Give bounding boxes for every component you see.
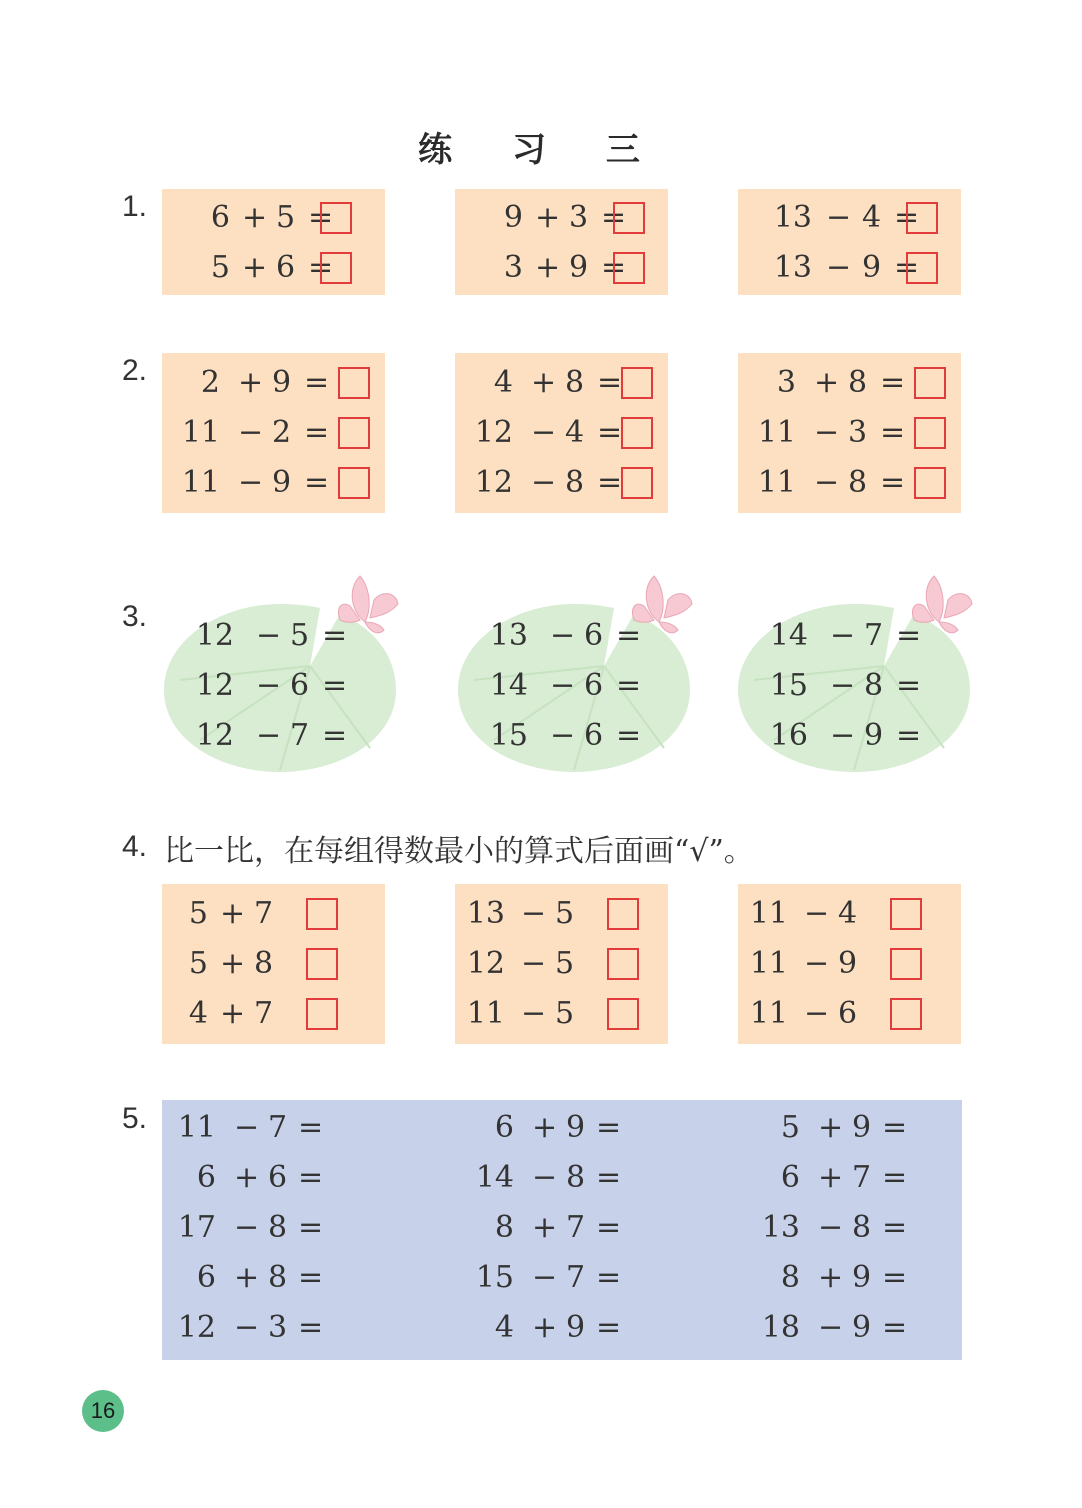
equals-sign: = bbox=[616, 668, 642, 703]
operand-b: 5 bbox=[290, 618, 310, 653]
equation-row bbox=[760, 248, 980, 288]
operand-a: 11 bbox=[757, 465, 796, 500]
operand-a: 11 bbox=[749, 946, 788, 981]
question-4-instruction: 比一比，在每组得数最小的算式后面画“√”。 bbox=[164, 834, 754, 869]
operand-b: 8 bbox=[565, 465, 585, 500]
equation-row bbox=[184, 248, 404, 288]
equals-sign: = bbox=[597, 365, 623, 400]
operator: + bbox=[535, 250, 561, 285]
operand-a: 5 bbox=[780, 1110, 800, 1145]
operand-a: 11 bbox=[181, 415, 220, 450]
operator: − bbox=[256, 618, 282, 653]
operator: − bbox=[804, 996, 830, 1031]
equals-sign: = bbox=[880, 415, 906, 450]
operator: − bbox=[830, 718, 856, 753]
equation-row bbox=[454, 716, 684, 756]
operand-a: 12 bbox=[474, 465, 513, 500]
operand-b: 3 bbox=[268, 1310, 288, 1345]
operand-a: 15 bbox=[475, 1260, 514, 1295]
tick-box[interactable] bbox=[306, 898, 338, 930]
operator: − bbox=[531, 465, 557, 500]
operand-a: 13 bbox=[773, 200, 812, 235]
operator: − bbox=[531, 415, 557, 450]
operator: + bbox=[532, 1110, 558, 1145]
equation-row bbox=[162, 1208, 382, 1248]
operand-a: 13 bbox=[466, 896, 505, 931]
operator: − bbox=[521, 896, 547, 931]
answer-box[interactable] bbox=[338, 367, 370, 399]
operand-a: 11 bbox=[177, 1110, 216, 1145]
equals-sign: = bbox=[322, 718, 348, 753]
operand-a: 5 bbox=[188, 946, 208, 981]
operator: − bbox=[830, 618, 856, 653]
operand-b: 9 bbox=[864, 718, 884, 753]
equation-row bbox=[746, 1208, 966, 1248]
answer-box[interactable] bbox=[914, 467, 946, 499]
operand-b: 9 bbox=[272, 365, 292, 400]
operator: − bbox=[804, 946, 830, 981]
operator: − bbox=[521, 996, 547, 1031]
operand-b: 3 bbox=[848, 415, 868, 450]
operand-a: 5 bbox=[188, 896, 208, 931]
exercise-box bbox=[738, 353, 961, 513]
operator: + bbox=[242, 200, 268, 235]
equals-sign: = bbox=[596, 1110, 622, 1145]
operand-b: 8 bbox=[848, 465, 868, 500]
equals-sign: = bbox=[616, 618, 642, 653]
operand-b: 5 bbox=[276, 200, 296, 235]
equals-sign: = bbox=[308, 200, 334, 235]
operator: + bbox=[220, 996, 246, 1031]
operand-b: 4 bbox=[565, 415, 585, 450]
operator: − bbox=[234, 1310, 260, 1345]
question-4-number: 4. bbox=[122, 830, 148, 863]
operand-a: 8 bbox=[780, 1260, 800, 1295]
operand-a: 4 bbox=[493, 365, 513, 400]
lotus-leaf-pad bbox=[734, 570, 974, 775]
operand-a: 6 bbox=[780, 1160, 800, 1195]
operator: − bbox=[826, 200, 852, 235]
operand-a: 6 bbox=[196, 1160, 216, 1195]
operand-b: 7 bbox=[254, 896, 274, 931]
equals-sign: = bbox=[298, 1110, 324, 1145]
equals-sign: = bbox=[616, 718, 642, 753]
operator: − bbox=[256, 718, 282, 753]
operator: − bbox=[234, 1110, 260, 1145]
operand-b: 8 bbox=[566, 1160, 586, 1195]
equals-sign: = bbox=[894, 250, 920, 285]
operand-a: 4 bbox=[494, 1310, 514, 1345]
equals-sign: = bbox=[597, 465, 623, 500]
operand-a: 11 bbox=[749, 896, 788, 931]
operand-a: 11 bbox=[757, 415, 796, 450]
operand-a: 17 bbox=[177, 1210, 216, 1245]
equals-sign: = bbox=[882, 1260, 908, 1295]
equals-sign: = bbox=[304, 415, 330, 450]
operand-b: 8 bbox=[864, 668, 884, 703]
tick-box[interactable] bbox=[607, 948, 639, 980]
equals-sign: = bbox=[601, 200, 627, 235]
operand-b: 6 bbox=[584, 618, 604, 653]
lotus-leaf-pad bbox=[160, 570, 400, 775]
operator: + bbox=[532, 1310, 558, 1345]
lotus-leaf-pad bbox=[454, 570, 694, 775]
operand-b: 9 bbox=[838, 946, 858, 981]
equation-row bbox=[460, 1208, 680, 1248]
exercise-box bbox=[738, 884, 961, 1044]
equals-sign: = bbox=[882, 1310, 908, 1345]
answer-box[interactable] bbox=[621, 367, 653, 399]
operand-a: 11 bbox=[181, 465, 220, 500]
operator: + bbox=[818, 1110, 844, 1145]
operator: + bbox=[220, 896, 246, 931]
operator: − bbox=[550, 718, 576, 753]
equation-row bbox=[162, 1158, 382, 1198]
answer-box[interactable] bbox=[906, 202, 938, 234]
operand-b: 6 bbox=[584, 668, 604, 703]
operator: + bbox=[234, 1160, 260, 1195]
operator: − bbox=[521, 946, 547, 981]
operand-a: 3 bbox=[776, 365, 796, 400]
tick-box[interactable] bbox=[607, 898, 639, 930]
operand-a: 8 bbox=[494, 1210, 514, 1245]
operand-a: 3 bbox=[503, 250, 523, 285]
question-2-number: 2. bbox=[122, 354, 148, 387]
operand-b: 9 bbox=[852, 1310, 872, 1345]
answer-box[interactable] bbox=[613, 202, 645, 234]
operator: + bbox=[535, 200, 561, 235]
exercise-box bbox=[162, 353, 385, 513]
tick-box[interactable] bbox=[306, 948, 338, 980]
operand-a: 14 bbox=[489, 668, 528, 703]
exercise-box bbox=[162, 189, 385, 295]
operator: + bbox=[532, 1210, 558, 1245]
exercise-box bbox=[455, 353, 668, 513]
operand-b: 4 bbox=[862, 200, 882, 235]
operator: − bbox=[238, 415, 264, 450]
operator: − bbox=[826, 250, 852, 285]
equation-row bbox=[734, 666, 964, 706]
tick-box[interactable] bbox=[890, 948, 922, 980]
equals-sign: = bbox=[882, 1160, 908, 1195]
equation-row bbox=[734, 616, 964, 656]
equation-row bbox=[460, 1258, 680, 1298]
operand-b: 9 bbox=[272, 465, 292, 500]
operand-b: 7 bbox=[864, 618, 884, 653]
operator: − bbox=[814, 415, 840, 450]
equals-sign: = bbox=[298, 1210, 324, 1245]
answer-box[interactable] bbox=[914, 417, 946, 449]
operator: + bbox=[242, 250, 268, 285]
answer-box[interactable] bbox=[621, 417, 653, 449]
operator: − bbox=[256, 668, 282, 703]
operand-a: 12 bbox=[195, 668, 234, 703]
operand-a: 14 bbox=[475, 1160, 514, 1195]
equation-row bbox=[454, 666, 684, 706]
operand-a: 6 bbox=[196, 1260, 216, 1295]
equals-sign: = bbox=[880, 365, 906, 400]
operand-b: 8 bbox=[848, 365, 868, 400]
operator: − bbox=[238, 465, 264, 500]
page-title: 练 习 三 bbox=[418, 130, 664, 170]
operator: − bbox=[234, 1210, 260, 1245]
operand-b: 7 bbox=[852, 1160, 872, 1195]
equals-sign: = bbox=[597, 415, 623, 450]
operator: + bbox=[818, 1260, 844, 1295]
equals-sign: = bbox=[298, 1260, 324, 1295]
equals-sign: = bbox=[304, 365, 330, 400]
equation-row bbox=[160, 616, 390, 656]
equals-sign: = bbox=[596, 1310, 622, 1345]
equation-row bbox=[162, 1308, 382, 1348]
operand-b: 8 bbox=[268, 1210, 288, 1245]
operator: + bbox=[234, 1260, 260, 1295]
operand-b: 9 bbox=[566, 1110, 586, 1145]
operand-a: 18 bbox=[761, 1310, 800, 1345]
answer-box[interactable] bbox=[914, 367, 946, 399]
equals-sign: = bbox=[880, 465, 906, 500]
operand-b: 9 bbox=[852, 1110, 872, 1145]
operator: − bbox=[532, 1160, 558, 1195]
operand-a: 12 bbox=[177, 1310, 216, 1345]
tick-box[interactable] bbox=[306, 998, 338, 1030]
operand-a: 2 bbox=[200, 365, 220, 400]
operand-b: 5 bbox=[555, 996, 575, 1031]
equation-row bbox=[460, 1108, 680, 1148]
operand-a: 12 bbox=[195, 618, 234, 653]
operand-a: 14 bbox=[769, 618, 808, 653]
lotus-petal bbox=[370, 594, 398, 618]
operand-b: 8 bbox=[852, 1210, 872, 1245]
operand-a: 6 bbox=[210, 200, 230, 235]
operator: − bbox=[814, 465, 840, 500]
exercise-box bbox=[455, 189, 668, 295]
question-5-number: 5. bbox=[122, 1102, 148, 1135]
equals-sign: = bbox=[322, 668, 348, 703]
exercise-box bbox=[162, 884, 385, 1044]
operator: − bbox=[804, 896, 830, 931]
operator: − bbox=[830, 668, 856, 703]
operand-b: 6 bbox=[290, 668, 310, 703]
operand-b: 7 bbox=[566, 1260, 586, 1295]
operand-b: 7 bbox=[290, 718, 310, 753]
question-1-number: 1. bbox=[122, 190, 148, 223]
operand-a: 9 bbox=[503, 200, 523, 235]
operand-a: 5 bbox=[210, 250, 230, 285]
equation-row bbox=[184, 198, 404, 238]
equation-row bbox=[160, 666, 390, 706]
equals-sign: = bbox=[304, 465, 330, 500]
operator: − bbox=[550, 668, 576, 703]
operand-a: 12 bbox=[474, 415, 513, 450]
answer-box[interactable] bbox=[613, 252, 645, 284]
equation-row bbox=[746, 1258, 966, 1298]
equals-sign: = bbox=[596, 1210, 622, 1245]
equation-row bbox=[734, 716, 964, 756]
page-number-badge: 16 bbox=[82, 1390, 124, 1432]
operand-a: 13 bbox=[773, 250, 812, 285]
answer-box[interactable] bbox=[320, 202, 352, 234]
equation-row bbox=[746, 1108, 966, 1148]
equals-sign: = bbox=[882, 1110, 908, 1145]
equation-row bbox=[746, 1308, 966, 1348]
answer-box[interactable] bbox=[621, 467, 653, 499]
operand-b: 6 bbox=[268, 1160, 288, 1195]
operator: + bbox=[531, 365, 557, 400]
equation-row bbox=[460, 1158, 680, 1198]
equation-row bbox=[162, 1108, 382, 1148]
operand-b: 9 bbox=[862, 250, 882, 285]
operand-b: 6 bbox=[276, 250, 296, 285]
operand-a: 12 bbox=[466, 946, 505, 981]
operand-b: 7 bbox=[566, 1210, 586, 1245]
equals-sign: = bbox=[308, 250, 334, 285]
operand-b: 7 bbox=[254, 996, 274, 1031]
equals-sign: = bbox=[322, 618, 348, 653]
operator: + bbox=[814, 365, 840, 400]
equation-row bbox=[162, 1258, 382, 1298]
operand-b: 3 bbox=[569, 200, 589, 235]
operand-a: 15 bbox=[769, 668, 808, 703]
operand-b: 8 bbox=[565, 365, 585, 400]
operand-b: 6 bbox=[838, 996, 858, 1031]
equation-row bbox=[477, 248, 697, 288]
equation-row bbox=[454, 616, 684, 656]
operator: + bbox=[818, 1160, 844, 1195]
operand-b: 2 bbox=[272, 415, 292, 450]
operand-b: 9 bbox=[566, 1310, 586, 1345]
operand-b: 9 bbox=[569, 250, 589, 285]
equals-sign: = bbox=[298, 1160, 324, 1195]
operand-a: 11 bbox=[466, 996, 505, 1031]
equals-sign: = bbox=[298, 1310, 324, 1345]
equals-sign: = bbox=[601, 250, 627, 285]
operand-b: 6 bbox=[584, 718, 604, 753]
answer-box[interactable] bbox=[320, 252, 352, 284]
equation-row bbox=[477, 198, 697, 238]
lotus-petal bbox=[664, 594, 692, 618]
tick-box[interactable] bbox=[607, 998, 639, 1030]
operand-a: 15 bbox=[489, 718, 528, 753]
equation-row bbox=[760, 198, 980, 238]
tick-box[interactable] bbox=[890, 998, 922, 1030]
equals-sign: = bbox=[896, 668, 922, 703]
equals-sign: = bbox=[882, 1210, 908, 1245]
equals-sign: = bbox=[596, 1160, 622, 1195]
operand-a: 16 bbox=[769, 718, 808, 753]
operand-a: 12 bbox=[195, 718, 234, 753]
operand-a: 6 bbox=[494, 1110, 514, 1145]
equals-sign: = bbox=[896, 718, 922, 753]
equation-row bbox=[460, 1308, 680, 1348]
operand-a: 13 bbox=[761, 1210, 800, 1245]
operator: − bbox=[818, 1310, 844, 1345]
operand-a: 13 bbox=[489, 618, 528, 653]
operand-a: 4 bbox=[188, 996, 208, 1031]
exercise-box bbox=[455, 884, 668, 1044]
equation-row bbox=[746, 1158, 966, 1198]
answer-box[interactable] bbox=[906, 252, 938, 284]
operator: + bbox=[220, 946, 246, 981]
equals-sign: = bbox=[896, 618, 922, 653]
operand-b: 8 bbox=[254, 946, 274, 981]
operand-b: 4 bbox=[838, 896, 858, 931]
operand-b: 7 bbox=[268, 1110, 288, 1145]
lotus-petal bbox=[944, 594, 972, 618]
answer-box[interactable] bbox=[338, 417, 370, 449]
answer-box[interactable] bbox=[338, 467, 370, 499]
operand-b: 5 bbox=[555, 946, 575, 981]
operator: − bbox=[818, 1210, 844, 1245]
operand-b: 5 bbox=[555, 896, 575, 931]
exercise-box bbox=[738, 189, 961, 295]
question-3-number: 3. bbox=[122, 600, 148, 633]
operand-a: 11 bbox=[749, 996, 788, 1031]
operator: − bbox=[532, 1260, 558, 1295]
operand-b: 9 bbox=[852, 1260, 872, 1295]
operand-b: 8 bbox=[268, 1260, 288, 1295]
equals-sign: = bbox=[894, 200, 920, 235]
operator: + bbox=[238, 365, 264, 400]
tick-box[interactable] bbox=[890, 898, 922, 930]
operator: − bbox=[550, 618, 576, 653]
equals-sign: = bbox=[596, 1260, 622, 1295]
equation-row bbox=[160, 716, 390, 756]
